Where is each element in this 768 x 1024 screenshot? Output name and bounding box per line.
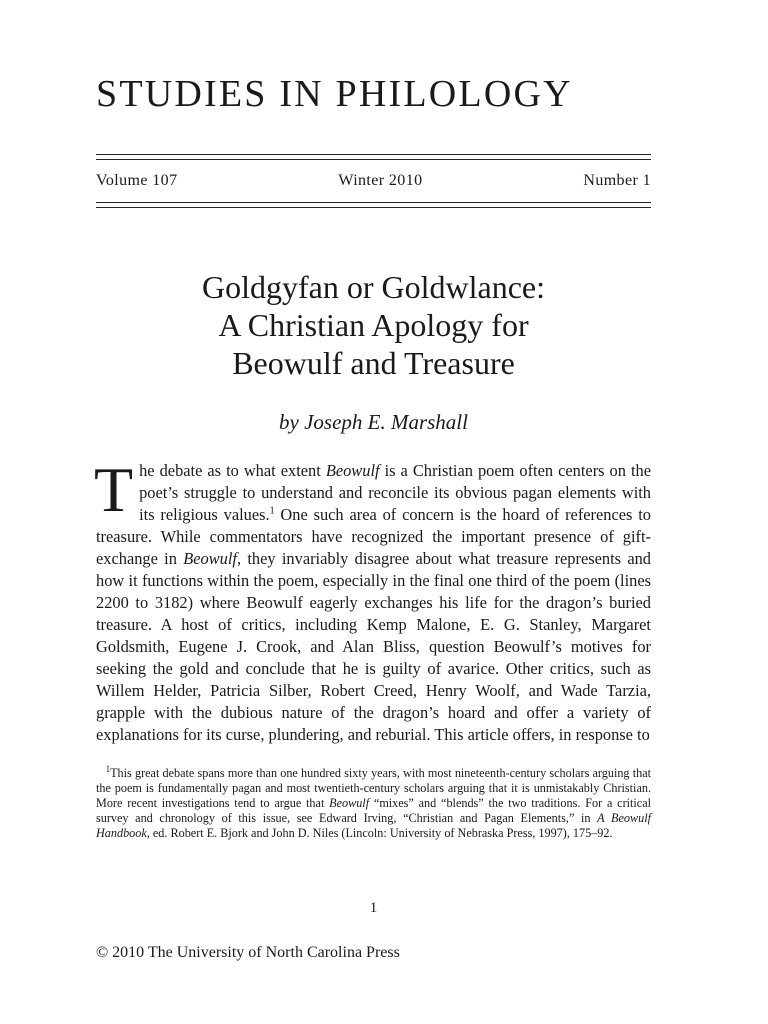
season-label: Winter 2010 (338, 172, 423, 189)
footnote-italic-title: A Beowulf Handbook (96, 811, 652, 841)
article-title (96, 268, 651, 382)
issue-info (96, 172, 651, 190)
footnote-reference[interactable]: 1 (269, 505, 275, 517)
header-rule-top-1 (96, 154, 651, 155)
article-title-line-2: A Christian Apology for (218, 307, 529, 343)
body-text-segment: One such area of concern is the hoard of references to treasure. While commentators have recognized the important presence of gift-exchange in (96, 505, 651, 568)
page-number: 1 (369, 900, 378, 916)
footnote-text-segment: This great debate spans more than one hundred sixty years, with most nineteenth-century scholars arguing that the poem is fundamentally pagan and most twentieth-century scholars arguing that it is unmistakably Christian. More recent investigations tend to argue that (96, 766, 652, 811)
copyright-notice: © 2010 The University of North Carolina Press (96, 944, 400, 961)
header-rule-bottom-2 (96, 207, 651, 208)
footnote-text-segment: “mixes” and “blends” the two traditions. For a critical survey and chronology of this issue, see Edward Irving, “Christian and Pagan Elements,” in (96, 796, 651, 826)
body-text-segment: is a Christian poem often centers on the poet’s struggle to understand and reconcile its obvious pagan elements with its religious values. (139, 461, 651, 524)
article-title-line-1: Goldgyfan or Goldwlance: (201, 269, 545, 305)
body-text-segment: he debate as to what extent (139, 461, 326, 480)
byline: by Joseph E. Marshall (279, 410, 468, 434)
journal-title: STUDIES IN PHILOLOGY (96, 73, 573, 115)
header-rule-bottom-1 (96, 202, 651, 203)
body-italic-title: Beowulf (325, 461, 380, 480)
header-rule-top-2 (96, 159, 651, 160)
footnote-text-segment: , ed. Robert E. Bjork and John D. Niles (Lincoln: University of Nebraska Press, 1997), 175–92. (146, 826, 613, 841)
footnote-italic-title: Beowulf (329, 796, 370, 811)
body-paragraph (94, 454, 651, 746)
volume-label: Volume 107 (96, 172, 178, 189)
drop-cap: T (94, 454, 134, 525)
article-title-line-3: Beowulf and Treasure (232, 345, 515, 381)
footnote (96, 763, 652, 841)
body-text-segment: , they invariably disagree about what treasure represents and how it functions within the poem, especially in the final one third of the poem (lines 2200 to 3182) where Beowulf eagerly exchanges his life for the dragon’s buried treasure. A host of critics, including Kemp Malone, E. G. Stanley, Margaret Goldsmith, Eugene J. Crook, and Alan Bliss, question Beowulf’s motives for seeking the gold and conclude that he is guilty of avarice. Other critics, such as Willem Helder, Patricia Silber, Robert Creed, Henry Woolf, and Wade Tarzia, grapple with the dubious nature of the dragon’s hoard and offer a variety of explanations for its curse, plundering, and reburial. This article offers, in response to (96, 549, 651, 744)
footnote-marker: 1 (105, 763, 111, 774)
body-italic-title: Beowulf (183, 549, 237, 568)
number-label: Number 1 (583, 172, 651, 189)
